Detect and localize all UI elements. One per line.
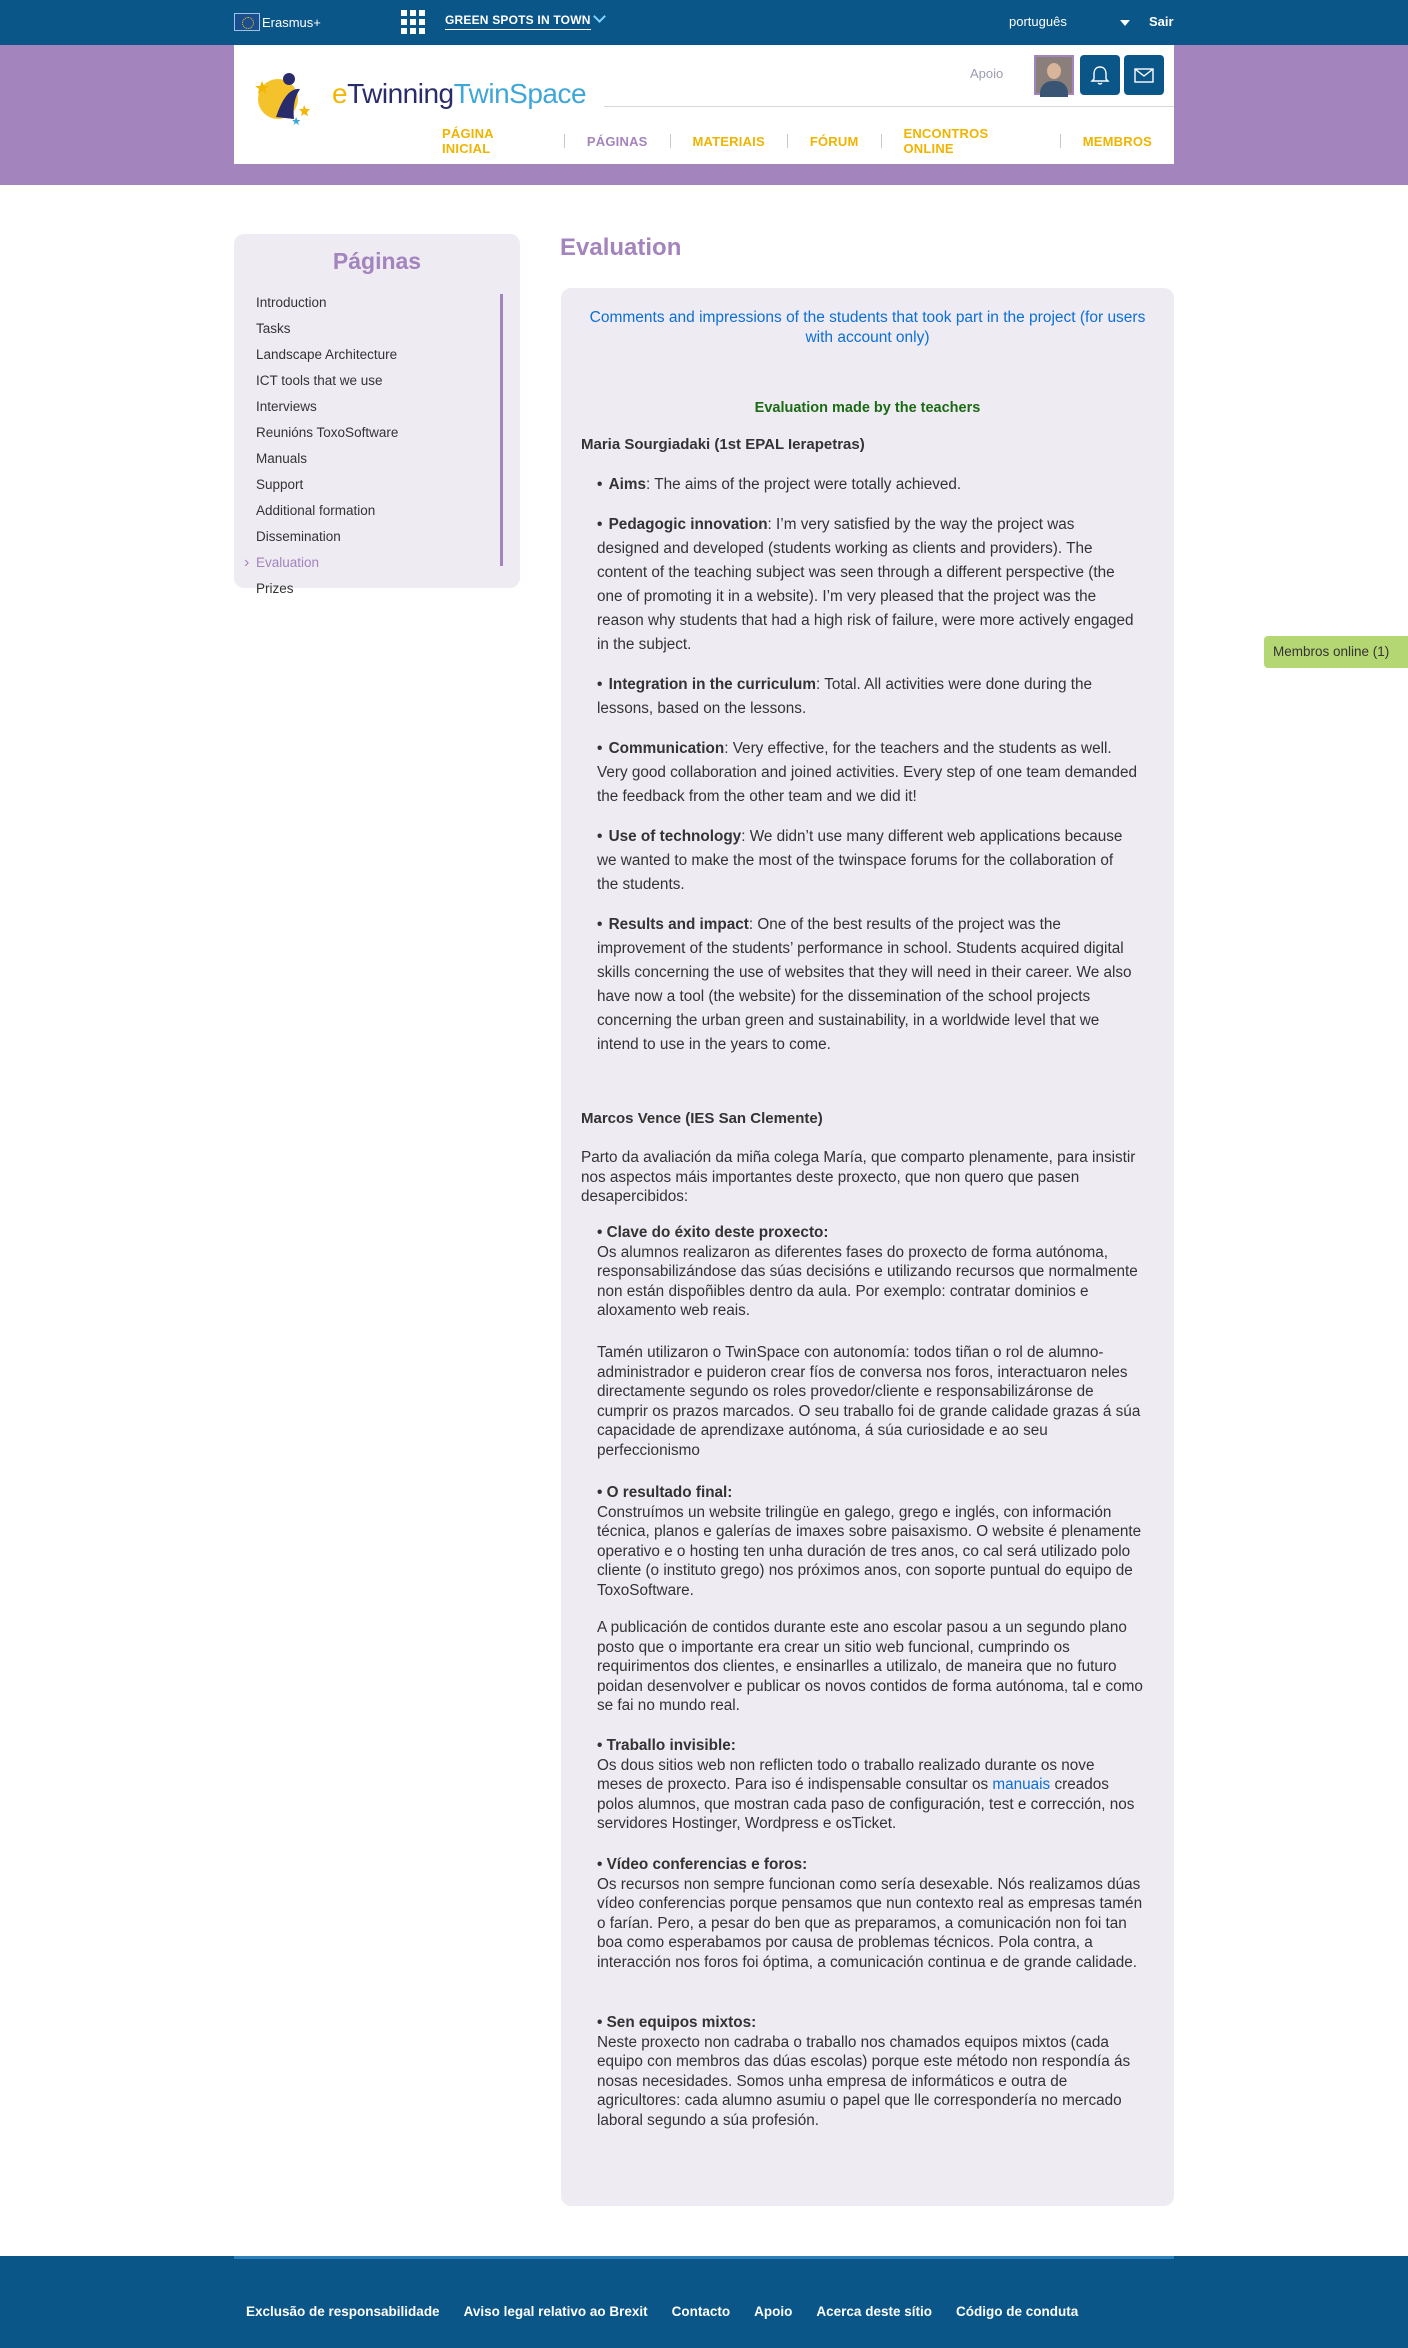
list-item: • Communication: Very effective, for the teachers and the students as well. Very good collaboration and joined activities. Every step of one team demanded the feedback from the other team and we did it! (597, 740, 1137, 805)
eu-flag-icon (234, 13, 260, 31)
nav-home[interactable]: PÁGINA INICIAL (442, 126, 494, 156)
sidebar-item-reunions[interactable]: Reunións ToxoSoftware (256, 425, 399, 440)
sidebar-list (256, 290, 398, 602)
footer-links (246, 2304, 1102, 2319)
list-item-continued: A publicación de contidos durante este ano escolar pasou a un segundo plano posto que o importante era crear un sitio web funcional, cumprindo os requirimentos dos clientes, e ensinarlles a utilizalo, de maneira que no futuro poidan desenvolver e publicar os novos contidos de forma autónoma, tal e como se fai no mundo real. (597, 1619, 1143, 1714)
sidebar-item-support[interactable]: Support (256, 477, 304, 492)
footer-link-about[interactable]: Acerca deste sítio (816, 2304, 932, 2319)
sidebar-item-additional-formation[interactable]: Additional formation (256, 503, 376, 518)
footer (0, 2256, 1408, 2348)
sidebar-item-manuals[interactable]: Manuals (256, 451, 308, 466)
notifications-button[interactable] (1080, 55, 1120, 95)
sidebar-item-dissemination[interactable]: Dissemination (256, 529, 341, 544)
list-item: • Vídeo conferencias e foros: Os recursos non sempre funcionan como sería desexable. Nós realizamos dúas vídeo conferencias porque pensamos que nun contexto real as empresas tamén o farían. Pero, a pesar do ben que as preparamos, a comunicación non foi tan boa como esperabamos por causa de problemas técnicos. Pola contra, a interacción nos foros foi óptima, a comunicación continua e de grande calidade. (597, 1856, 1143, 1971)
caret-down-icon[interactable] (1120, 20, 1130, 26)
messages-button[interactable] (1124, 55, 1164, 95)
list-item: • Sen equipos mixtos: Neste proxecto non cadraba o traballo nos chamados equipos mixtos (cada equipo con membros das dúas escolas) porque este método non respondía ás nosas necesidades. Somos unha empresa de informáticos e outra de agricultores: cada alumno asumiu o papel que lle correspondería no mercado laboral segundo a súa profesión. (597, 2014, 1131, 2129)
support-link[interactable]: Apoio (970, 66, 1004, 81)
author-2-name: Marcos Vence (IES San Clemente) (581, 1110, 823, 1127)
list-item: • Results and impact: One of the best results of the project was the improvement of the students’ performance in school. Students acquired digital skills concerning the use of websites that they will need in their career. We also have now a tool (the website) for the dissemination of the school projects concerning the urban green and sustainability, in a worldwide level that we intend to use in the years to come. (597, 916, 1132, 1053)
nav-online-meetings[interactable]: ENCONTROS ONLINE (903, 126, 989, 156)
header-divider (604, 106, 1174, 107)
chevron-down-icon[interactable] (593, 10, 606, 23)
author-2-intro: Parto da avaliación da miña colega María, que comparto plenamente, para insistir nos aspectos máis importantes deste proxecto, que non quero que pasen desapercibidos: (581, 1149, 1136, 1205)
list-item: • Use of technology: We didn’t use many different web applications because we wanted to make the most of the twinspace forums for the collaboration of the students. (597, 828, 1123, 893)
nav-materials[interactable]: MATERIAIS (692, 133, 765, 149)
etwinning-logo-text[interactable]: eTwinningTwinSpace (332, 78, 587, 109)
sidebar-item-ict-tools[interactable]: ICT tools that we use (256, 373, 383, 388)
teachers-heading: Evaluation made by the teachers (754, 400, 981, 416)
online-members-button[interactable]: Membros online (1) (1264, 636, 1408, 668)
page-title: Evaluation (560, 234, 682, 261)
author-1-name: Maria Sourgiadaki (1st EPAL Ierapetras) (581, 436, 865, 453)
footer-link-support[interactable]: Apoio (754, 2304, 793, 2319)
avatar[interactable] (1034, 55, 1074, 95)
envelope-icon (1133, 64, 1155, 86)
list-item: • Clave do éxito deste proxecto: Os alumnos realizaron as diferentes fases do proxecto de forma autónoma, responsabilizándose das súas decisións e utilizando recursos que normalmente non están dispoñibles dentro da aula. Por exemplo: contratar dominios e aloxamento web reais. (597, 1224, 1138, 1319)
nav-members[interactable]: MEMBROS (1082, 133, 1153, 149)
list-item: • O resultado final: Construímos un website trilingüe en galego, grego e inglés, con información técnica, planos e galerías de imaxes sobre paisaxismo. O website é plenamente operativo e o hosting ten unha duración de tres anos, co cal será utilizado polo cliente (o instituto grego) nos próximos anos, con soporte puntual do equipo de ToxoSoftware. (597, 1484, 1142, 1599)
list-item-continued: Tamén utilizaron o TwinSpace con autonomía: todos tiñan o rol de alumno-administrador e puideron crear fíos de conversa nos foros, interactuaron neles directamente segundo os roles provedor/cliente e responsabilizáronse de cumprir os prazos marcados. O seu traballo foi de grande calidade grazas á súa capacidade de aprendizaxe autónoma, á súa curiosidade e ao seu perfeccionismo (597, 1344, 1141, 1459)
content-panel (561, 288, 1174, 2206)
sidebar-item-interviews[interactable]: Interviews (256, 399, 317, 414)
footer-divider (234, 2256, 1174, 2259)
sidebar-title: Páginas (332, 248, 422, 274)
erasmus-brand[interactable]: Erasmus+ (262, 15, 321, 30)
sidebar-scrollbar[interactable] (500, 294, 503, 566)
project-selector[interactable]: GREEN SPOTS IN TOWN (445, 13, 591, 30)
top-bar (0, 0, 1408, 45)
footer-link-brexit[interactable]: Aviso legal relativo ao Brexit (463, 2304, 648, 2319)
logout-link[interactable]: Sair (1149, 14, 1174, 29)
etwinning-logo-icon[interactable] (256, 67, 318, 127)
sidebar-item-evaluation[interactable]: › Evaluation (256, 550, 398, 576)
header (234, 45, 1174, 164)
pages-sidebar (234, 234, 520, 596)
manuals-link[interactable]: manuais (992, 1776, 1051, 1793)
list-item: • Pedagogic innovation: I’m very satisfied by the way the project was designed and developed (students working as clients and providers). The content of the teaching subject was seen through a different perspective (the one of promoting it in a website). I’m very pleased that the project was the reason why students that had a high risk of failure, were more actively engaged in the subject. (597, 516, 1134, 653)
nav-pages[interactable]: PÁGINAS (586, 133, 648, 149)
intro-link[interactable]: Comments and impressions of the students that took part in the project (for users with account only) (589, 309, 1146, 346)
list-item: • Traballo invisible: Os dous sitios web non reflicten todo o traballo realizado durante os nove meses de proxecto. Para iso é indispensable consultar os manuais creados polos alumnos, que mostran cada paso de configuración, test e corrección, nos servidores Hostinger, Wordpress e osTicket. (597, 1737, 1135, 1832)
footer-link-disclaimer[interactable]: Exclusão de responsabilidade (246, 2304, 440, 2319)
main-nav (420, 126, 1174, 156)
footer-link-contact[interactable]: Contacto (671, 2304, 731, 2319)
language-select[interactable]: português (1009, 14, 1067, 29)
sidebar-item-introduction[interactable]: Introduction (256, 295, 327, 310)
sidebar-item-prizes[interactable]: Prizes (256, 581, 294, 596)
apps-grid-icon[interactable] (401, 10, 425, 34)
list-item: • Aims: The aims of the project were totally achieved. (597, 476, 962, 493)
footer-link-code-of-conduct[interactable]: Código de conduta (955, 2304, 1079, 2319)
sidebar-item-tasks[interactable]: Tasks (256, 321, 291, 336)
nav-forum[interactable]: FÓRUM (809, 133, 859, 149)
list-item: • Integration in the curriculum: Total. All activities were done during the lessons, based on the lessons. (597, 676, 1093, 717)
bell-icon (1089, 64, 1111, 86)
sidebar-item-landscape-architecture[interactable]: Landscape Architecture (256, 347, 398, 362)
